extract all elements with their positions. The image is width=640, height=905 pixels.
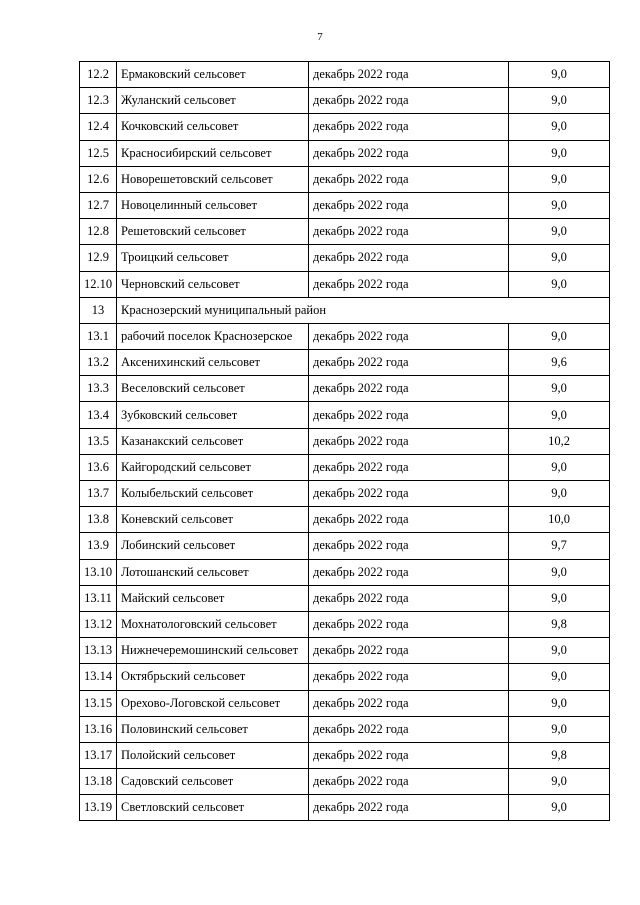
value-cell: 10,0 [509, 507, 610, 533]
row-number: 12.4 [80, 114, 117, 140]
value-cell: 9,0 [509, 559, 610, 585]
municipality-name: Орехово-Логовской сельсовет [117, 690, 309, 716]
municipality-name: Жуланский сельсовет [117, 88, 309, 114]
table-row [80, 585, 610, 611]
municipality-name: Нижнечеремошинский сельсовет [117, 638, 309, 664]
municipality-name: Веселовский сельсовет [117, 376, 309, 402]
row-number: 13.1 [80, 323, 117, 349]
table-row [80, 114, 610, 140]
row-number: 13.5 [80, 428, 117, 454]
row-number: 13 [80, 297, 117, 323]
table-row [80, 376, 610, 402]
row-number: 13.18 [80, 769, 117, 795]
page-number: 7 [317, 31, 323, 43]
municipality-name: Троицкий сельсовет [117, 245, 309, 271]
period-cell: декабрь 2022 года [309, 323, 509, 349]
municipality-name: Колыбельский сельсовет [117, 481, 309, 507]
row-number: 13.10 [80, 559, 117, 585]
table-row [80, 192, 610, 218]
period-cell: декабрь 2022 года [309, 664, 509, 690]
row-number: 13.7 [80, 481, 117, 507]
value-cell: 9,8 [509, 742, 610, 768]
table-row [80, 350, 610, 376]
period-cell: декабрь 2022 года [309, 376, 509, 402]
row-number: 13.15 [80, 690, 117, 716]
value-cell: 9,0 [509, 88, 610, 114]
period-cell: декабрь 2022 года [309, 114, 509, 140]
period-cell: декабрь 2022 года [309, 454, 509, 480]
value-cell: 9,6 [509, 350, 610, 376]
table-row [80, 533, 610, 559]
value-cell: 9,0 [509, 638, 610, 664]
period-cell: декабрь 2022 года [309, 62, 509, 88]
table-row [80, 297, 610, 323]
table-row [80, 140, 610, 166]
period-cell: декабрь 2022 года [309, 638, 509, 664]
value-cell: 9,0 [509, 271, 610, 297]
municipality-name: Лобинский сельсовет [117, 533, 309, 559]
municipality-name: Аксенихинский сельсовет [117, 350, 309, 376]
data-table [79, 61, 610, 821]
municipality-name: Коневский сельсовет [117, 507, 309, 533]
row-number: 12.9 [80, 245, 117, 271]
value-cell: 9,0 [509, 585, 610, 611]
period-cell: декабрь 2022 года [309, 428, 509, 454]
row-number: 12.2 [80, 62, 117, 88]
period-cell: декабрь 2022 года [309, 507, 509, 533]
period-cell: декабрь 2022 года [309, 742, 509, 768]
period-cell: декабрь 2022 года [309, 481, 509, 507]
table-row [80, 795, 610, 821]
municipality-name: Ермаковский сельсовет [117, 62, 309, 88]
value-cell: 9,0 [509, 62, 610, 88]
municipality-name: рабочий поселок Краснозерское [117, 323, 309, 349]
value-cell: 9,7 [509, 533, 610, 559]
table-row [80, 769, 610, 795]
table-row [80, 638, 610, 664]
period-cell: декабрь 2022 года [309, 88, 509, 114]
value-cell: 9,0 [509, 481, 610, 507]
table-row [80, 62, 610, 88]
municipality-name: Новорешетовский сельсовет [117, 166, 309, 192]
row-number: 13.16 [80, 716, 117, 742]
row-number: 13.14 [80, 664, 117, 690]
municipality-name: Кочковский сельсовет [117, 114, 309, 140]
value-cell: 9,0 [509, 769, 610, 795]
row-number: 13.6 [80, 454, 117, 480]
row-number: 12.6 [80, 166, 117, 192]
period-cell: декабрь 2022 года [309, 245, 509, 271]
row-number: 12.3 [80, 88, 117, 114]
municipality-name: Половинский сельсовет [117, 716, 309, 742]
value-cell: 9,0 [509, 454, 610, 480]
value-cell: 9,0 [509, 664, 610, 690]
table-row [80, 88, 610, 114]
table-row [80, 481, 610, 507]
table-row [80, 454, 610, 480]
value-cell: 9,0 [509, 219, 610, 245]
municipality-name: Лотошанский сельсовет [117, 559, 309, 585]
value-cell: 9,0 [509, 192, 610, 218]
table-row [80, 559, 610, 585]
municipality-name: Светловский сельсовет [117, 795, 309, 821]
table-row [80, 716, 610, 742]
table-row [80, 323, 610, 349]
period-cell: декабрь 2022 года [309, 795, 509, 821]
period-cell: декабрь 2022 года [309, 192, 509, 218]
period-cell: декабрь 2022 года [309, 219, 509, 245]
period-cell: декабрь 2022 года [309, 585, 509, 611]
municipality-name: Кайгородский сельсовет [117, 454, 309, 480]
table-row [80, 219, 610, 245]
period-cell: декабрь 2022 года [309, 350, 509, 376]
municipality-name: Зубковский сельсовет [117, 402, 309, 428]
row-number: 13.8 [80, 507, 117, 533]
period-cell: декабрь 2022 года [309, 611, 509, 637]
table-row [80, 245, 610, 271]
value-cell: 9,0 [509, 140, 610, 166]
table-row [80, 611, 610, 637]
row-number: 13.2 [80, 350, 117, 376]
table-row [80, 664, 610, 690]
table-row [80, 507, 610, 533]
value-cell: 9,0 [509, 166, 610, 192]
period-cell: декабрь 2022 года [309, 690, 509, 716]
municipality-name: Решетовский сельсовет [117, 219, 309, 245]
period-cell: декабрь 2022 года [309, 533, 509, 559]
municipality-name: Черновский сельсовет [117, 271, 309, 297]
table-row [80, 166, 610, 192]
municipality-name: Красносибирский сельсовет [117, 140, 309, 166]
row-number: 13.19 [80, 795, 117, 821]
row-number: 13.3 [80, 376, 117, 402]
table-row [80, 271, 610, 297]
period-cell: декабрь 2022 года [309, 402, 509, 428]
municipality-name: Новоцелинный сельсовет [117, 192, 309, 218]
section-title: Краснозерский муниципальный район [117, 297, 610, 323]
value-cell: 9,0 [509, 690, 610, 716]
row-number: 13.12 [80, 611, 117, 637]
row-number: 13.13 [80, 638, 117, 664]
municipality-name: Мохнатологовский сельсовет [117, 611, 309, 637]
municipality-name: Садовский сельсовет [117, 769, 309, 795]
municipality-name: Казанакский сельсовет [117, 428, 309, 454]
value-cell: 10,2 [509, 428, 610, 454]
row-number: 12.5 [80, 140, 117, 166]
value-cell: 9,0 [509, 376, 610, 402]
period-cell: декабрь 2022 года [309, 559, 509, 585]
period-cell: декабрь 2022 года [309, 769, 509, 795]
row-number: 12.8 [80, 219, 117, 245]
value-cell: 9,0 [509, 245, 610, 271]
period-cell: декабрь 2022 года [309, 140, 509, 166]
period-cell: декабрь 2022 года [309, 716, 509, 742]
table-row [80, 742, 610, 768]
municipality-name: Майский сельсовет [117, 585, 309, 611]
value-cell: 9,0 [509, 114, 610, 140]
table-body [80, 62, 610, 821]
row-number: 13.4 [80, 402, 117, 428]
period-cell: декабрь 2022 года [309, 166, 509, 192]
value-cell: 9,0 [509, 716, 610, 742]
value-cell: 9,0 [509, 795, 610, 821]
value-cell: 9,0 [509, 402, 610, 428]
table-row [80, 690, 610, 716]
value-cell: 9,0 [509, 323, 610, 349]
municipality-name: Полойский сельсовет [117, 742, 309, 768]
municipality-name: Октябрьский сельсовет [117, 664, 309, 690]
row-number: 13.9 [80, 533, 117, 559]
value-cell: 9,8 [509, 611, 610, 637]
period-cell: декабрь 2022 года [309, 271, 509, 297]
table-row [80, 402, 610, 428]
row-number: 13.11 [80, 585, 117, 611]
row-number: 13.17 [80, 742, 117, 768]
row-number: 12.10 [80, 271, 117, 297]
table-row [80, 428, 610, 454]
row-number: 12.7 [80, 192, 117, 218]
